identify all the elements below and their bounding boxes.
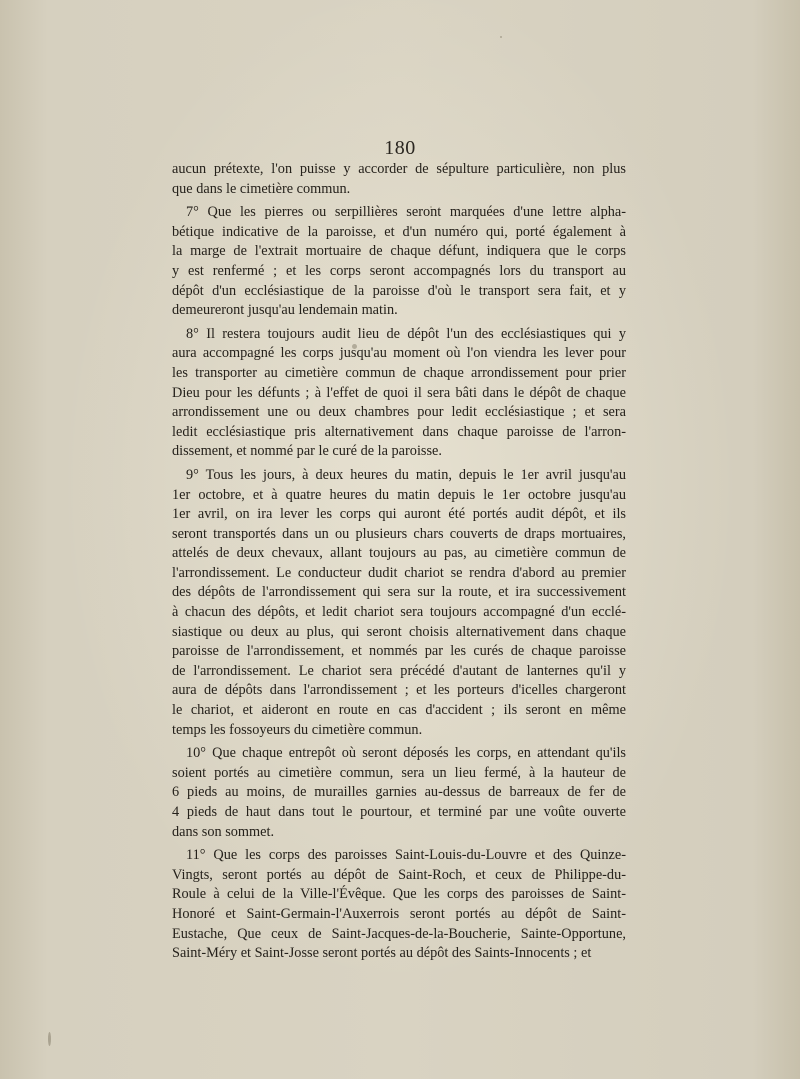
text-line: bétique indicative de la paroisse, et d'un numéro qui, porté également à [172,223,626,240]
text-line: 7° Que les pierres ou serpillières seront marquées d'une lettre alpha- [186,204,626,221]
text-line: y est renfermé ; et les corps seront accompagnés lors du transport au [172,262,626,279]
text-line: aucun prétexte, l'on puisse y accorder de sépulture particulière, non plus [172,161,626,177]
text-line: de l'arrondissement. Le chariot sera précédé d'autant de lanternes qu'il y [172,662,626,679]
text-line: Dieu pour les défunts ; à l'effet de quoi il sera bâti dans le dépôt de chaque [172,384,626,401]
text-line: ledit ecclésiastique pris alternativement dans chaque paroisse de l'arron- [172,423,626,440]
text-line: Eustache, Que ceux de Saint-Jacques-de-la-Boucherie, Sainte-Opportune, [172,925,626,942]
page-number: 180 [384,137,416,159]
text-line: 1er avril, on ira lever les corps qui auront été portés audit dépôt, et ils [172,506,626,523]
text-line: 10° Que chaque entrepôt où seront déposés les corps, en attendant qu'ils [186,745,626,762]
text-line: l'arrondissement. Le conducteur dudit chariot se rendra d'abord au premier [172,564,626,581]
text-line: arrondissement une ou deux chambres pour ledit ecclésiastique ; et sera [172,404,626,421]
text-line: que dans le cimetière commun. [172,180,351,197]
paragraph [172,325,626,462]
text-line: 1er octobre, et à quatre heures du matin depuis le 1er octobre jusqu'au [172,486,626,503]
text-line: la marge de l'extrait mortuaire de chaque défunt, indiquera que le corps [172,243,626,260]
text-line: attelés de deux chevaux, allant toujours au pas, au cimetière commun de [172,545,626,562]
text-line: soient portés au cimetière commun, sera un lieu fermé, à la hauteur de [172,764,626,781]
text-line: aura accompagné les corps jusqu'au moment où l'on viendra les lever pour [172,345,626,362]
body-text [172,160,626,968]
text-line: les transporter au cimetière commun de chaque arrondissement pour prier [172,364,626,381]
text-line: Saint-Méry et Saint-Josse seront portés au dépôt des Saints-Innocents ; et [172,945,592,962]
text-line: temps les fossoyeurs du cimetière commun. [172,721,423,738]
text-line: le chariot, et aideront en route en cas d'accident ; ils seront en même [172,702,626,719]
text-line: Roule à celui de la Ville-l'Évêque. Que les corps des paroisses de Saint- [172,886,626,903]
text-line: Vingts, seront portés au dépôt de Saint-Roch, et ceux de Philippe-du- [172,866,626,883]
text-line: dépôt d'un ecclésiastique de la paroisse d'où le transport sera fait, et y [172,282,626,299]
text-line: paroisse de l'arrondissement, et nommés par les curés de chaque paroisse [172,643,626,660]
paragraph [172,466,626,740]
text-line: seront transportés dans un ou plusieurs chars couverts de draps mortuaires, [172,525,626,542]
paragraph [172,744,626,842]
text-line: 4 pieds de haut dans tout le pourtour, et terminé par une voûte ouverte [172,804,626,820]
text-line: aura de dépôts dans l'arrondissement ; et les porteurs d'icelles chargeront [172,682,626,699]
paragraph [172,160,626,199]
text-line: demeureront jusqu'au lendemain matin. [172,302,398,319]
text-line: 9° Tous les jours, à deux heures du matin, depuis le 1er avril jusqu'au [186,466,626,483]
paragraph [172,203,626,321]
text-line: 11° Que les corps des paroisses Saint-Louis-du-Louvre et des Quinze- [186,847,626,864]
text-line: à chacun des dépôts, et ledit chariot sera toujours accompagné d'un ecclé- [172,604,626,621]
text-line: Honoré et Saint-Germain-l'Auxerrois seront portés au dépôt de Saint- [172,905,626,922]
text-line: dissement, et nommé par le curé de la paroisse. [172,443,442,460]
text-line: dans son sommet. [172,823,275,840]
text-line: des dépôts de l'arrondissement qui sera sur la route, et ira successivement [172,584,626,601]
text-line: siastique ou deux au plus, qui seront choisis alternativement dans chaque [172,623,626,640]
paragraph [172,846,626,964]
text-line: 8° Il restera toujours audit lieu de dépôt l'un des ecclésiastiques qui y [186,325,626,342]
text-line: 6 pieds au moins, de murailles garnies au-dessus de barreaux de fer de [172,784,626,801]
